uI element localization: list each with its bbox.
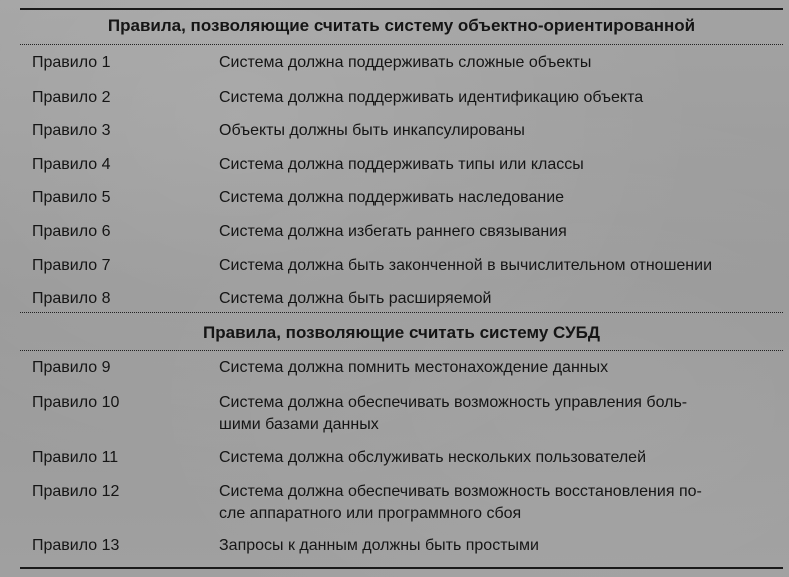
rule-text: Система должна обслуживать нескольких пользователей: [219, 449, 647, 466]
section-title-oo-rules: Правила, позволяющие считать систему объектно-ориентированной: [107, 16, 696, 35]
rule-text: Система должна поддерживать типы или классы: [219, 156, 584, 173]
rule-label: Правило 5: [32, 189, 111, 206]
rule-text: Система должна обеспечивать возможность восстановления по- сле аппаратного или программного сбоя: [219, 483, 702, 522]
table-bottom-rule: [20, 567, 783, 569]
rule-text: Система должна поддерживать сложные объекты: [219, 54, 592, 71]
rule-label: Правило 9: [32, 359, 111, 376]
rule-label: Правило 1: [32, 54, 111, 71]
rule-text: Система должна быть законченной в вычислительном отношении: [219, 257, 713, 274]
section-title-dbms-rules: Правила, позволяющие считать систему СУБД: [203, 323, 600, 342]
rule-label: Правило 11: [32, 449, 119, 466]
section-divider: [20, 350, 783, 351]
rule-text: Система должна быть расширяемой: [219, 290, 492, 307]
rule-label: Правило 12: [32, 483, 120, 500]
rule-text: Система должна помнить местонахождение данных: [219, 359, 609, 376]
rule-label: Правило 13: [32, 537, 120, 554]
rule-text: Система должна поддерживать наследование: [219, 189, 565, 206]
rule-label: Правило 4: [32, 156, 111, 173]
rule-label: Правило 3: [32, 122, 111, 139]
section-divider: [20, 44, 783, 45]
rule-text: Объекты должны быть инкапсулированы: [219, 122, 525, 139]
rule-text: Система должна обеспечивать возможность управления боль- шими базами данных: [219, 394, 688, 433]
table-top-rule: [20, 8, 783, 10]
rule-text: Система должна избегать раннего связывания: [219, 223, 567, 240]
rule-text: Запросы к данным должны быть простыми: [219, 537, 539, 554]
rule-text: Система должна поддерживать идентификацию объекта: [219, 89, 644, 106]
rule-label: Правило 2: [32, 89, 111, 106]
section-divider: [20, 312, 783, 313]
rule-label: Правило 7: [32, 257, 111, 274]
rule-label: Правило 10: [32, 394, 120, 411]
rule-label: Правило 6: [32, 223, 111, 240]
rule-label: Правило 8: [32, 290, 111, 307]
